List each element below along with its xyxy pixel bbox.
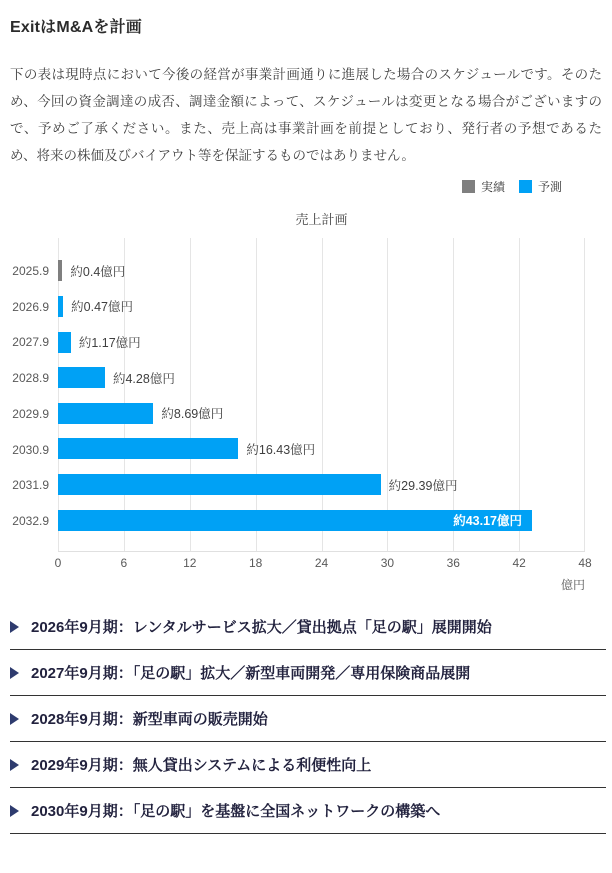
bar-value-label: 約8.69億円 [161, 407, 224, 422]
triangle-bullet-icon [10, 667, 19, 679]
x-axis-tick-label: 0 [54, 556, 62, 570]
x-axis-tick-label: 48 [578, 556, 592, 570]
bar-2026.9 [58, 296, 63, 317]
chart-plot-area [58, 238, 585, 552]
bar-value-label: 約29.39億円 [388, 478, 458, 493]
x-axis-tick-label: 30 [380, 556, 395, 570]
bar-2032.9 [58, 510, 532, 531]
category-label: 2031.9 [12, 478, 49, 493]
x-axis-unit-label: 億円 [560, 578, 585, 592]
category-label: 2029.9 [12, 406, 49, 421]
triangle-bullet-icon [10, 621, 19, 633]
bar-2029.9 [58, 403, 153, 424]
legend-item-actual [462, 178, 505, 195]
bar-2030.9 [58, 438, 238, 459]
roadmap-item-label: 2026年9月期：レンタルサービス拡大／貸出拠点「足の駅」展開開始 [31, 619, 492, 636]
category-label: 2025.9 [12, 263, 49, 278]
x-axis-tick-label: 24 [314, 556, 329, 570]
sales-plan-chart [0, 209, 612, 592]
x-axis [54, 556, 592, 572]
category-label: 2028.9 [12, 371, 49, 386]
x-axis-tick-label: 36 [446, 556, 460, 570]
bar-row [58, 289, 585, 325]
roadmap-item [10, 650, 606, 696]
bar-row [58, 253, 585, 289]
chart-title: 売上計画 [295, 212, 348, 227]
x-axis-tick-label: 6 [120, 556, 128, 570]
legend-item-forecast [519, 178, 562, 195]
bar-value-label: 約0.47億円 [71, 300, 133, 315]
bar-value-label: 約16.43億円 [246, 442, 316, 457]
legend-forecast-label: 予測 [537, 179, 562, 194]
legend-actual-swatch-icon [462, 180, 475, 193]
bar-value-label: 約4.28億円 [112, 371, 175, 386]
roadmap-item-label: 2030年9月期：「足の駅」を基盤に全国ネットワークの構築へ [31, 803, 441, 820]
category-label: 2026.9 [12, 299, 49, 314]
category-label: 2032.9 [12, 514, 49, 529]
bar-row [58, 431, 585, 467]
bar-row [58, 360, 585, 396]
bar-2028.9 [58, 367, 105, 388]
description-paragraph: 下の表は現時点において今後の経営が事業計画通りに進展した場合のスケジュールです。そのため、今回の資金調達の成否、調達金額によって、スケジュールは変更となる場合がございますので、予めご了承ください。また、売上高は事業計画を前提としており、発行者の予想であるため、将来の株価及びバイアウト等を保証するものではありません。 [10, 67, 602, 163]
x-axis-tick-label: 12 [183, 556, 197, 570]
x-axis-tick-label: 18 [248, 556, 263, 570]
chart-plot-wrap [0, 238, 612, 552]
bar-row [58, 324, 585, 360]
roadmap-item [10, 742, 606, 788]
bar-row [58, 396, 585, 432]
bar-row [58, 502, 585, 538]
roadmap-item-label: 2029年9月期：無人貸出システムによる利便性向上 [31, 757, 372, 774]
y-axis-category-labels [0, 238, 58, 552]
chart-legend [0, 179, 562, 193]
legend-actual-label: 実績 [480, 179, 505, 194]
roadmap-item [10, 604, 606, 650]
roadmap-item-label: 2027年9月期：「足の駅」拡大／新型車両開発／専用保険商品展開 [31, 665, 471, 682]
x-axis-tick-label: 42 [512, 556, 526, 570]
chart-bars [58, 238, 585, 551]
bar-2025.9 [58, 260, 62, 281]
category-label: 2027.9 [12, 335, 49, 350]
bar-value-label: 約0.4億円 [70, 264, 126, 279]
roadmap-item [10, 788, 606, 834]
triangle-bullet-icon [10, 759, 19, 771]
bar-value-label: 約43.17億円 [453, 514, 522, 529]
category-label: 2030.9 [12, 442, 49, 457]
legend-forecast-swatch-icon [519, 180, 532, 193]
page-title: ExitはM&Aを計画 [10, 19, 142, 36]
bar-value-label: 約1.17億円 [78, 336, 141, 351]
roadmap-item-label: 2028年9月期：新型車両の販売開始 [31, 711, 268, 728]
bar-2027.9 [58, 332, 71, 353]
roadmap-list [0, 604, 612, 834]
bar-row [58, 467, 585, 503]
triangle-bullet-icon [10, 713, 19, 725]
bar-2031.9 [58, 474, 381, 495]
roadmap-item [10, 696, 606, 742]
triangle-bullet-icon [10, 805, 19, 817]
